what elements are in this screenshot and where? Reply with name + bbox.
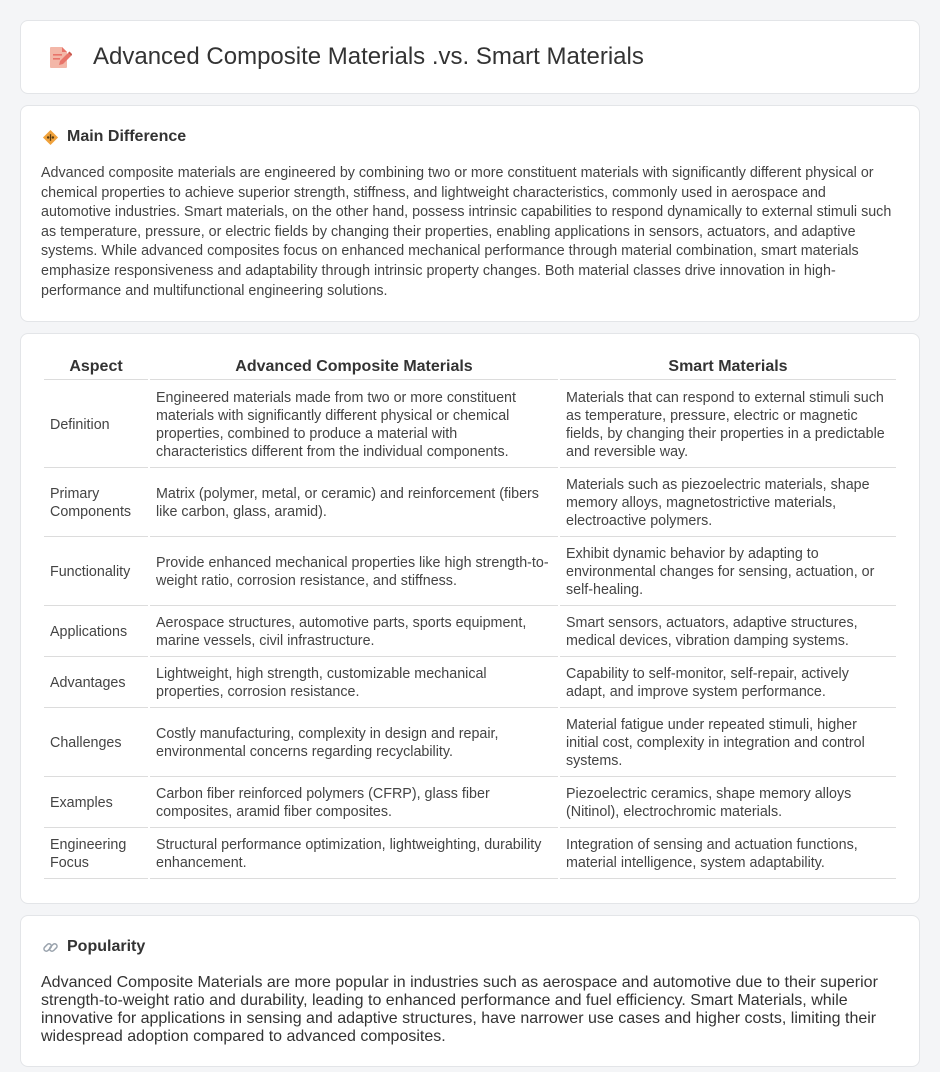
- row-aspect: Challenges: [44, 710, 148, 777]
- main-difference-heading: Main Difference: [67, 128, 187, 145]
- popularity-heading: Popularity: [67, 938, 146, 956]
- title-card: [20, 20, 920, 94]
- row-composite: Lightweight, high strength, customizable mechanical properties, corrosion resistance.: [150, 659, 558, 708]
- row-smart: Capability to self-monitor, self-repair, actively adapt, and improve system performance.: [560, 659, 896, 708]
- table-row: [44, 608, 896, 657]
- row-aspect: Advantages: [44, 659, 148, 708]
- row-aspect: Definition: [44, 382, 148, 468]
- header-composite: Advanced Composite Materials: [150, 356, 558, 380]
- table-row: [44, 659, 896, 708]
- row-composite: Structural performance optimization, lightweighting, durability enhancement.: [150, 830, 558, 879]
- table-row: [44, 830, 896, 879]
- table-row: [44, 710, 896, 777]
- header-smart: Smart Materials: [560, 356, 896, 380]
- row-smart: Smart sensors, actuators, adaptive structures, medical devices, vibration damping systems.: [560, 608, 896, 657]
- row-composite: Costly manufacturing, complexity in design and repair, environmental concerns regarding recyclability.: [150, 710, 558, 777]
- table-row: [44, 382, 896, 468]
- header-aspect: Aspect: [44, 356, 148, 380]
- main-difference-card: [20, 105, 920, 322]
- row-smart: Materials such as piezoelectric materials, shape memory alloys, magnetostrictive materials, electroactive polymers.: [560, 470, 896, 537]
- row-smart: Piezoelectric ceramics, shape memory alloys (Nitinol), electrochromic materials.: [560, 779, 896, 828]
- row-aspect: Applications: [44, 608, 148, 657]
- table-row: [44, 539, 896, 606]
- row-smart: Exhibit dynamic behavior by adapting to environmental changes for sensing, actuation, or self-healing.: [560, 539, 896, 606]
- popularity-text: Advanced Composite Materials are more popular in industries such as aerospace and automotive due to their superior strength-to-weight ratio and durability, leading to enhanced performance and fuel efficiency. Smart Materials, while innovative for applications in sensing and adaptive structures, have narrower use cases and higher costs, limiting their widespread adoption compared to advanced composites.: [41, 974, 878, 1046]
- row-aspect: Examples: [44, 779, 148, 828]
- table-row: [44, 470, 896, 537]
- row-composite: Matrix (polymer, metal, or ceramic) and reinforcement (fibers like carbon, glass, aramid).: [150, 470, 558, 537]
- main-difference-text: Advanced composite materials are engineered by combining two or more constituent materials with significantly different physical or chemical properties to achieve superior strength, stiffness, and lightweight characteristics, commonly used in aerospace and automotive industries. Smart materials, on the other hand, possess intrinsic capabilities to respond dynamically to external stimuli such as temperature, pressure, or electric fields by changing their properties, enabling applications in sensors, actuators, and adaptive systems. While advanced composites focus on enhanced mechanical performance through material combination, smart materials emphasize responsiveness and adaptability through intrinsic property changes. Both material classes drive innovation in high-performance and multifunctional engineering solutions.: [41, 165, 892, 299]
- row-smart: Materials that can respond to external stimuli such as temperature, pressure, electric or magnetic fields, by changing their properties in a predictable and reversible way.: [560, 382, 896, 468]
- popularity-card: [20, 915, 920, 1067]
- link-icon: [41, 938, 59, 956]
- row-smart: Integration of sensing and actuation functions, material intelligence, system adaptability.: [560, 830, 896, 879]
- row-composite: Carbon fiber reinforced polymers (CFRP), glass fiber composites, aramid fiber composites.: [150, 779, 558, 828]
- row-composite: Provide enhanced mechanical properties like high strength-to-weight ratio, corrosion resistance, and stiffness.: [150, 539, 558, 606]
- comparison-card: [20, 333, 920, 904]
- table-row: [44, 779, 896, 828]
- row-composite: Engineered materials made from two or more constituent materials with significantly different physical or chemical properties, combined to produce a material with characteristics different from the individual components.: [150, 382, 558, 468]
- diamond-sign-icon: [41, 128, 59, 146]
- table-header-row: [44, 356, 896, 380]
- row-aspect: Primary Components: [44, 470, 148, 537]
- comparison-table: [42, 354, 898, 881]
- page-title: Advanced Composite Materials .vs. Smart Materials: [93, 43, 644, 70]
- row-smart: Material fatigue under repeated stimuli, higher initial cost, complexity in integration and control systems.: [560, 710, 896, 777]
- row-composite: Aerospace structures, automotive parts, sports equipment, marine vessels, civil infrastructure.: [150, 608, 558, 657]
- row-aspect: Functionality: [44, 539, 148, 606]
- row-aspect: Engineering Focus: [44, 830, 148, 879]
- document-edit-icon: [45, 43, 73, 71]
